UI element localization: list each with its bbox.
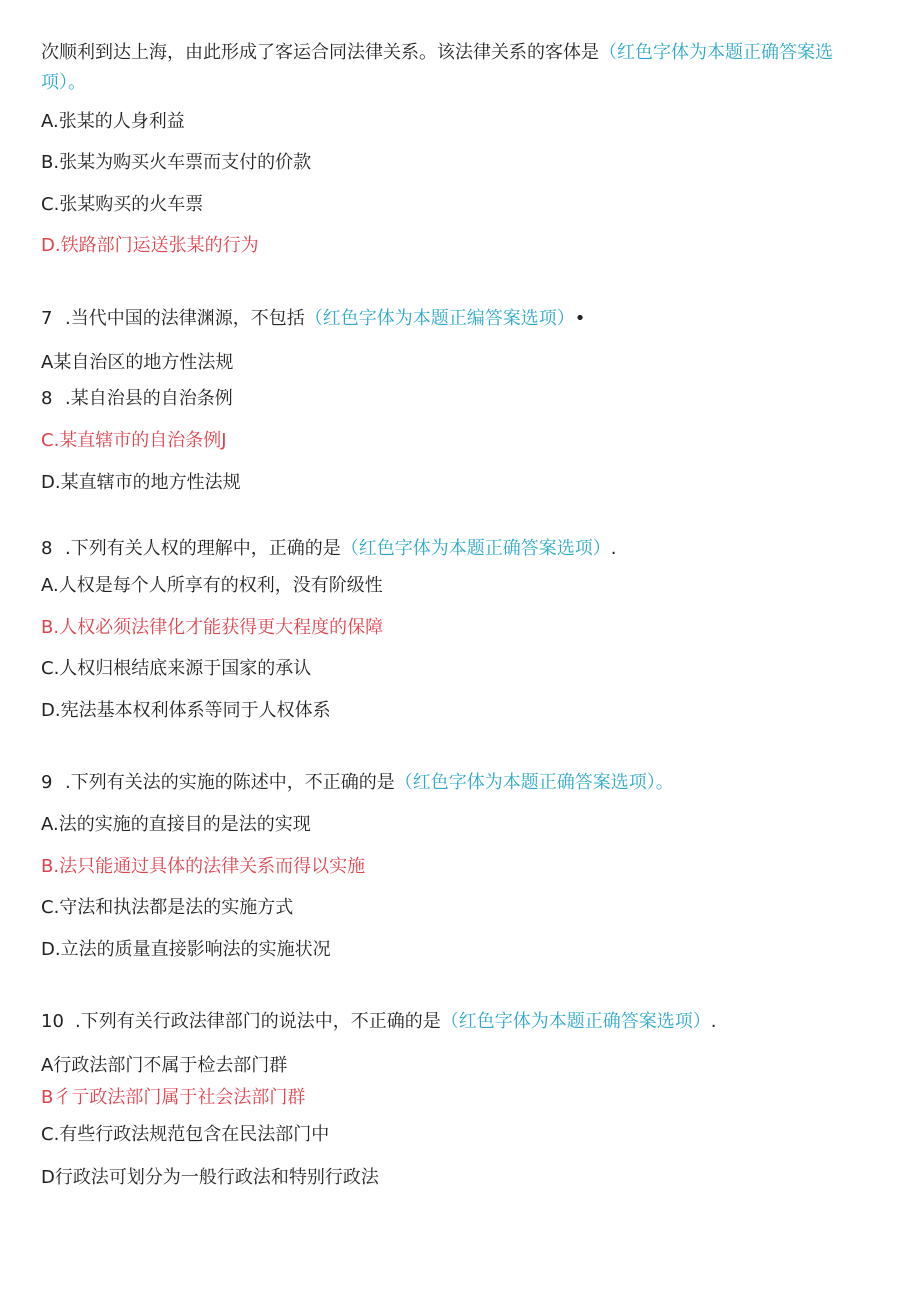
- q10-stem-text: .下列有关行政法律部门的说法中，不正确的是: [75, 1011, 441, 1032]
- q8-option-d: D.宪法基本权利体系等同于人权体系: [41, 700, 331, 721]
- q7-stem: [41, 304, 585, 334]
- q8-tail: .: [610, 538, 617, 559]
- q9-option-d: D.立法的质量直接影响法的实施状况: [41, 939, 331, 960]
- q8-number: 8: [41, 538, 53, 559]
- q10-tail: .: [710, 1011, 717, 1032]
- q7-option-a: A某自治区的地方性法规: [41, 352, 234, 373]
- q10-option-d: D行政法可划分为一般行政法和特别行政法: [41, 1167, 379, 1188]
- q8-option-b-correct: B.人权必须法律化才能获得更大程度的保障: [41, 617, 384, 638]
- q6-option-b: B.张某为购买火车票而支付的价款: [41, 152, 312, 173]
- q8-stem: [41, 534, 616, 564]
- q6-option-d-correct: D.铁路部门运送张某的行为: [41, 235, 259, 256]
- q10-number: 10: [41, 1011, 64, 1032]
- q9-hint: （红色字体为本题正确答案选项）。: [394, 772, 674, 793]
- q6-stem-text: 次顺利到达上海，由此形成了客运合同法律关系。该法律关系的客体是: [41, 42, 599, 63]
- q7-option-d: D.某直辖市的地方性法规: [41, 472, 241, 493]
- q9-option-a: A.法的实施的直接目的是法的实现: [41, 814, 311, 835]
- q7-tail: •: [574, 308, 586, 329]
- q9-stem: [41, 768, 674, 798]
- q6-stem: [41, 38, 871, 98]
- q10-option-b-correct: B彳亍政法部门属于社会法部门群: [41, 1087, 306, 1108]
- q7-option-c-correct: C.某直辖市的自治条例J: [41, 430, 227, 451]
- q10-stem: [41, 1007, 716, 1037]
- q9-number: 9: [41, 772, 53, 793]
- q7-number: 7: [41, 308, 53, 329]
- q6-option-c: C.张某购买的火车票: [41, 194, 204, 215]
- q7-option-b-number: 8: [41, 388, 53, 409]
- q8-option-c: C.人权归根结底来源于国家的承认: [41, 658, 312, 679]
- q7-stem-text: .当代中国的法律渊源，不包括: [65, 308, 305, 329]
- q8-stem-text: .下列有关人权的理解中，正确的是: [65, 538, 341, 559]
- q10-option-a: A行政法部门不属于检去部门群: [41, 1055, 288, 1076]
- q9-option-c: C.守法和执法都是法的实施方式: [41, 897, 294, 918]
- q10-option-c: C.有些行政法规范包含在民法部门中: [41, 1124, 330, 1145]
- q8-hint: （红色字体为本题正确答案选项）: [340, 538, 611, 559]
- q9-option-b-correct: B.法只能通过具体的法律关系而得以实施: [41, 856, 366, 877]
- q10-hint: （红色字体为本题正确答案选项）: [440, 1011, 711, 1032]
- q9-stem-text: .下列有关法的实施的陈述中，不正确的是: [65, 772, 395, 793]
- q7-hint: （红色字体为本题正编答案选项）: [304, 308, 575, 329]
- q6-option-a: A.张某的人身利益: [41, 111, 185, 132]
- q8-option-a: A.人权是每个人所享有的权利，没有阶级性: [41, 575, 383, 596]
- q7-option-b-text: .某自治县的自治条例: [65, 388, 233, 409]
- q7-option-b: [41, 384, 233, 414]
- q6-hint: （红色字体为本题正确答案选项）。: [41, 42, 833, 93]
